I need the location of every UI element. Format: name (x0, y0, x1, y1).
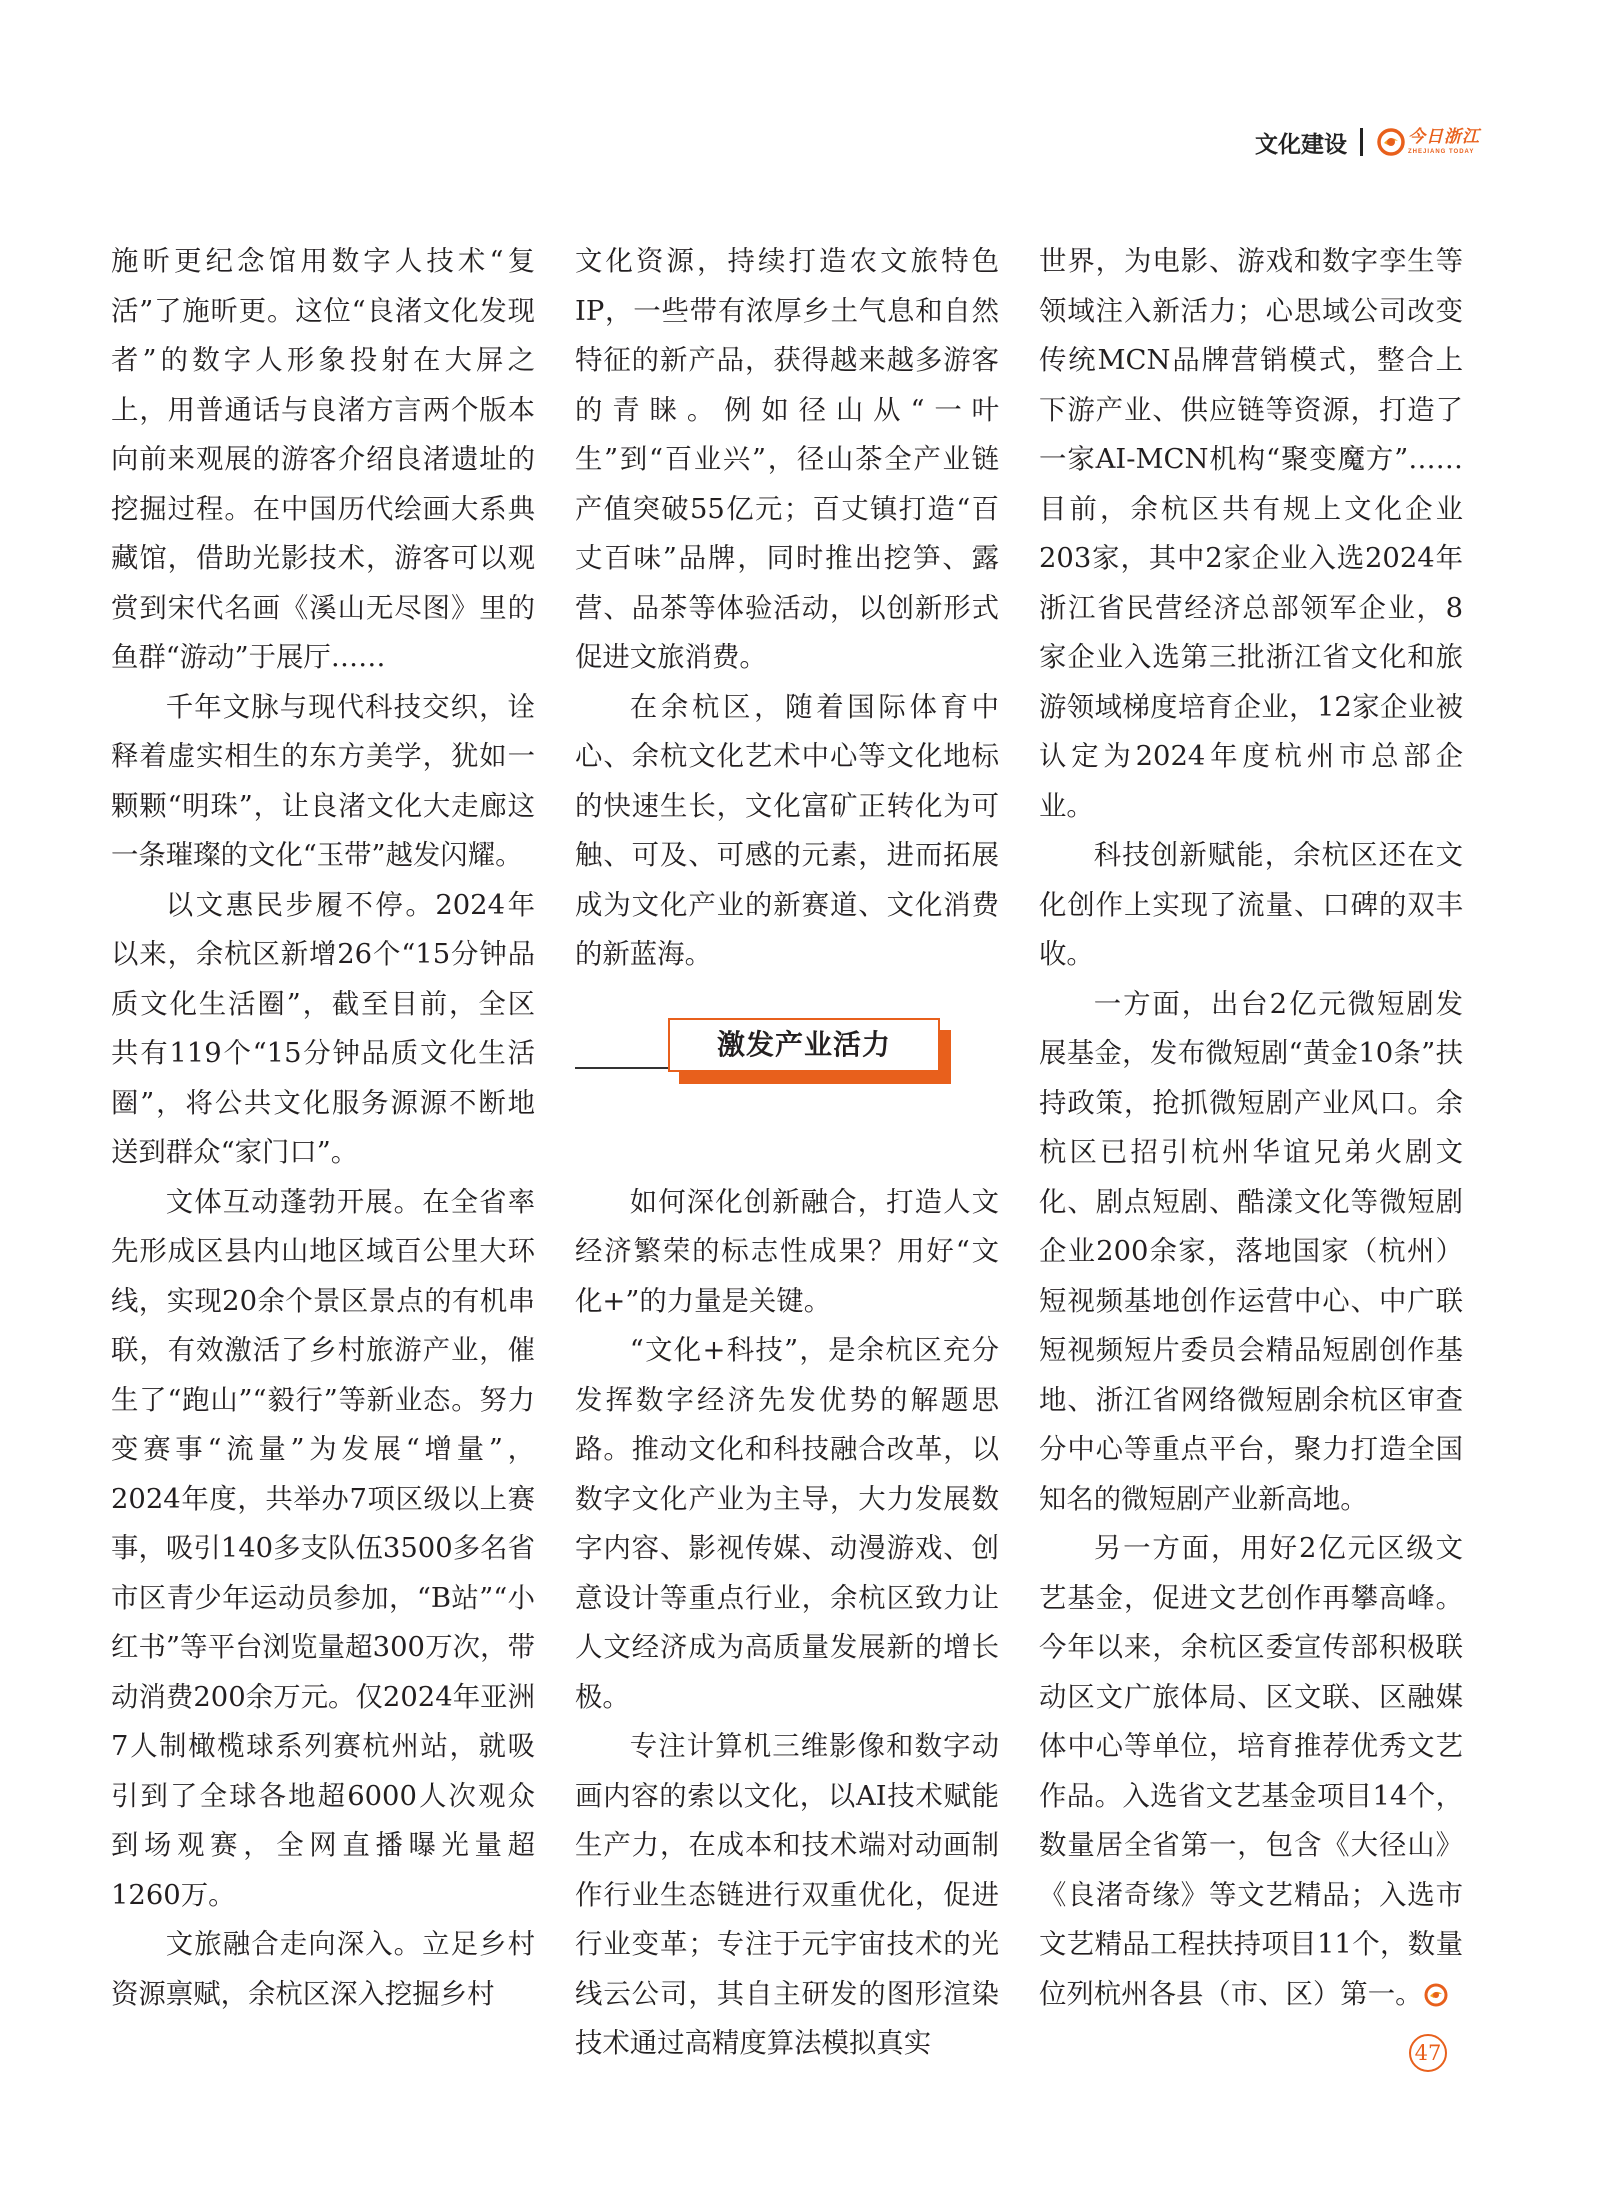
text-column-1 (111, 237, 535, 2019)
paragraph: 以文惠民步履不停。2024年以来，余杭区新增26个“15分钟品质文化生活圈”，截至目前，全区共有119个“15分钟品质文化生活圈”，将公共文化服务源源不断地送到群众“家门口”。 (111, 889, 535, 1168)
logo-chinese-text: 今日浙江 (1408, 127, 1480, 147)
paragraph: 在余杭区，随着国际体育中心、余杭文化艺术中心等文化地标的快速生长，文化富矿正转化为可触、可及、可感的元素，进而拓展成为文化产业的新赛道、文化消费的新蓝海。 (575, 691, 999, 970)
section-title: 文化建设 (1255, 131, 1347, 158)
paragraph: 如何深化创新融合，打造人文经济繁荣的标志性成果？用好“文化+”的力量是关键。 (575, 1186, 999, 1317)
paragraph: 文化资源，持续打造农文旅特色IP，一些带有浓厚乡土气息和自然特征的新产品，获得越来越多游客的青睐。例如径山从“一叶生”到“百业兴”，径山茶全产业链产值突破55亿元；百丈镇打造“百丈百味”品牌，同时推出挖笋、露营、品茶等体验活动，以创新形式促进文旅消费。 (575, 246, 999, 673)
paragraph-text: 另一方面，用好2亿元区级文艺基金，促进文艺创作再攀高峰。今年以来，余杭区委宣传部积极联动区文广旅体局、区文联、区融媒体中心等单位，培育推荐优秀文艺作品。入选省文艺基金项目14个，数量居全省第一，包含《大径山》《良渚奇缘》等文艺精品；入选市文艺精品工程扶持项目11个，数量位列杭州各县（市、区）第一。 (1039, 1533, 1463, 2010)
text-column-2 (575, 237, 999, 2069)
magazine-logo (1377, 128, 1480, 156)
end-mark-icon (1424, 1983, 1450, 2007)
paragraph: 施昕更纪念馆用数字人技术“复活”了施昕更。这位“良渚文化发现者”的数字人形象投射在大屏之上，用普通话与良渚方言两个版本向前来观展的游客介绍良渚遗址的挖掘过程。在中国历代绘画大系典藏馆，借助光影技术，游客可以观赏到宋代名画《溪山无尽图》里的鱼群“游动”于展厅…… (111, 246, 535, 673)
text-column-3 (1039, 237, 1463, 2019)
paragraph: 科技创新赋能，余杭区还在文化创作上实现了流量、口碑的双丰收。 (1039, 840, 1463, 970)
paragraph: 文体互动蓬勃开展。在全省率先形成区县内山地区域百公里大环线，实现20余个景区景点的有机串联，有效激活了乡村旅游产业，催生了“跑山”“毅行”等新业态。努力变赛事“流量”为发展“增量”，2024年度，共举办7项区级以上赛事，吸引140多支队伍3500多名省市区青少年运动员参加，“B站”“小红书”等平台浏览量超300万次，带动消费200余万元。仅2024年亚洲7人制橄榄球系列赛杭州站，就吸引到了全球各地超6000人次观众到场观赛，全网直播曝光量超1260万。 (111, 1186, 535, 1911)
paragraph (1039, 1524, 1463, 2019)
paragraph: 一方面，出台2亿元微短剧发展基金，发布微短剧“黄金10条”扶持政策，抢抓微短剧产业风口。余杭区已招引杭州华谊兄弟火剧文化、剧点短剧、酷漾文化等微短剧企业200余家，落地国家（杭州）短视频基地创作运营中心、中广联短视频短片委员会精品短剧创作基地、浙江省网络微短剧余杭区审查分中心等重点平台，聚力打造全国知名的微短剧产业新高地。 (1039, 988, 1463, 1515)
paragraph: 专注计算机三维影像和数字动画内容的索以文化，以AI技术赋能生产力，在成本和技术端对动画制作行业生态链进行双重优化，促进行业变革；专注于元宇宙技术的光线云公司，其自主研发的图形渲染技术通过高精度算法模拟真实 (575, 1731, 999, 2059)
paragraph: 千年文脉与现代科技交织，诠释着虚实相生的东方美学，犹如一颗颗“明珠”，让良渚文化大走廊这一条璀璨的文化“玉带”越发闪耀。 (111, 691, 535, 871)
section-heading-text: 激发产业活力 (668, 1018, 940, 1072)
logo-english-text: ZHEJIANG TODAY (1408, 149, 1475, 155)
header-divider (1360, 128, 1363, 156)
page-header (1255, 122, 1480, 162)
paragraph: “文化+科技”，是余杭区充分发挥数字经济先发优势的解题思路。推动文化和科技融合改革，以数字文化产业为主导，大力发展数字内容、影视传媒、动漫游戏、创意设计等重点行业，余杭区致力让人文经济成为高质量发展新的增长极。 (575, 1335, 999, 1713)
section-heading (575, 1018, 999, 1138)
page-number: 47 (1409, 2034, 1447, 2072)
paragraph: 文旅融合走向深入。立足乡村资源禀赋，余杭区深入挖掘乡村 (111, 1929, 535, 2010)
heading-rule (575, 1067, 675, 1069)
paragraph: 世界，为电影、游戏和数字孪生等领域注入新活力；心思域公司改变传统MCN品牌营销模式，整合上下游产业、供应链等资源，打造了一家AI-MCN机构“聚变魔方”……目前，余杭区共有规上文化企业203家，其中2家企业入选2024年浙江省民营经济总部领军企业，8家企业入选第三批浙江省文化和旅游领域梯度培育企业，12家企业被认定为2024年度杭州市总部企业。 (1039, 246, 1463, 822)
logo-swirl-icon (1377, 128, 1405, 156)
